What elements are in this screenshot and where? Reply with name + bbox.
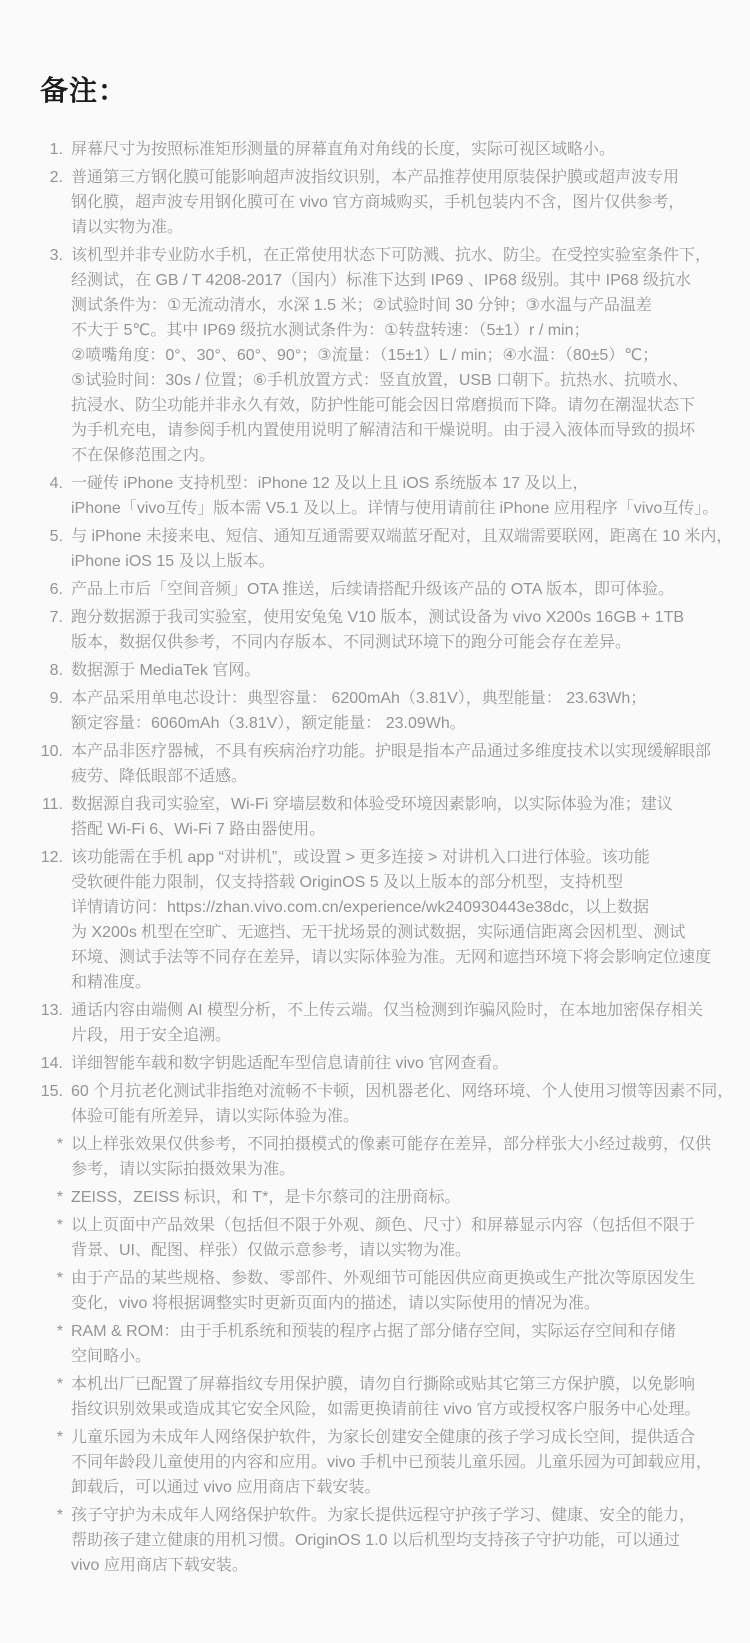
note-text-line: 不在保修范围之内。 [71, 447, 216, 464]
note-marker: 3. [49, 247, 63, 264]
note-text-line: 一碰传 iPhone 支持机型：iPhone 12 及以上且 iOS 系统版本 17 及以上， [71, 475, 589, 492]
note-text [71, 686, 646, 736]
note-item [0, 137, 750, 162]
note-text [71, 792, 673, 842]
note-text-line: 以上页面中产品效果（包括但不限于外观、颜色、尺寸）和屏幕显示内容（包括但不限于 [71, 1217, 696, 1234]
note-marker: 10. [40, 743, 63, 760]
note-item [0, 1425, 750, 1500]
note-text-line: 搭配 Wi-Fi 6、Wi-Fi 7 路由器使用。 [71, 821, 326, 838]
note-item [0, 1319, 750, 1369]
note-text [71, 1372, 700, 1422]
note-text-line: 体验可能有所差异，请以实际体验为准。 [71, 1108, 360, 1125]
note-text-line: 疲劳、降低眼部不适感。 [71, 768, 248, 785]
note-text-line: 本产品采用单电芯设计：典型容量： 6200mAh（3.81V），典型能量： 23.63Wh； [71, 690, 647, 707]
note-text [71, 739, 711, 789]
note-text-line: 变化，vivo 将根据调整实时更新页面内的描述，请以实际使用的情况为准。 [71, 1295, 600, 1312]
note-marker: * [56, 1429, 63, 1446]
note-text-line: 为手机充电，请参阅手机内置使用说明了解清洁和干燥说明。由于浸入液体而导致的损坏 [71, 422, 696, 439]
note-marker: * [56, 1376, 63, 1393]
note-marker: * [56, 1189, 63, 1206]
notes-list [0, 137, 750, 1581]
note-text [71, 1132, 711, 1182]
note-item [0, 658, 750, 683]
note-text [71, 137, 615, 162]
note-item [0, 165, 750, 240]
note-text-line: 跑分数据源于我司实验室，使用安兔兔 V10 版本，测试设备为 vivo X200s 16GB + 1TB [71, 609, 685, 626]
note-text-line: 由于产品的某些规格、参数、零部件、外观细节可能因供应商更换或生产批次等原因发生 [71, 1270, 696, 1287]
note-text-line: 版本，数据仅供参考，不同内存版本、不同测试环境下的跑分可能会存在差异。 [71, 634, 632, 651]
note-marker: * [56, 1270, 63, 1287]
note-text-line: 孩子守护为未成年人网络保护软件。为家长提供远程守护孩子学习、健康、安全的能力， [71, 1507, 696, 1524]
note-text-line: 为 X200s 机型在空旷、无遮挡、无干扰场景的测试数据，实际通信距离会因机型、测试 [71, 924, 686, 941]
note-item [0, 1185, 750, 1210]
note-item [0, 1079, 750, 1129]
note-item [0, 1503, 750, 1578]
note-text-line: 产品上市后「空间音频」OTA 推送，后续请搭配升级该产品的 OTA 版本，即可体验。 [71, 581, 674, 598]
note-item [0, 845, 750, 995]
note-text [71, 605, 684, 655]
note-text [71, 1266, 695, 1316]
note-text-line: 详细智能车载和数字钥匙适配车型信息请前往 vivo 官网查看。 [71, 1055, 509, 1072]
note-marker: 2. [49, 169, 63, 186]
note-marker: 7. [49, 609, 63, 626]
note-marker: 1. [49, 141, 63, 158]
note-text-line: 该功能需在手机 app “对讲机”，或设置 > 更多连接 > 对讲机入口进行体验。该功能 [71, 849, 650, 866]
note-text [71, 1051, 508, 1076]
note-marker: * [56, 1136, 63, 1153]
note-item [0, 739, 750, 789]
note-text-line: 数据源于 MediaTek 官网。 [71, 662, 261, 679]
note-text-line: 钢化膜，超声波专用钢化膜可在 vivo 官方商城购买，手机包装内不含，图片仅供参考， [71, 194, 685, 211]
note-text [71, 1213, 695, 1263]
note-text-line: 额定容量：6060mAh（3.81V），额定能量： 23.09Wh。 [71, 715, 466, 732]
note-text-line: 数据源自我司实验室，Wi-Fi 穿墙层数和体验受环境因素影响，以实际体验为准；建议 [71, 796, 673, 813]
note-text-line: 参考，请以实际拍摄效果为准。 [71, 1161, 296, 1178]
note-item [0, 1372, 750, 1422]
note-text-line: vivo 应用商店下载安装。 [71, 1557, 248, 1574]
note-text-line: ZEISS，ZEISS 标识，和 T*，是卡尔蔡司的注册商标。 [71, 1189, 461, 1206]
note-text-line: 儿童乐园为未成年人网络保护软件，为家长创建安全健康的孩子学习成长空间，提供适合 [71, 1429, 696, 1446]
note-text-line: 和精准度。 [71, 974, 152, 991]
note-text-line: 卸载后，可以通过 vivo 应用商店下载安装。 [71, 1479, 381, 1496]
note-text-line: 该机型并非专业防水手机，在正常使用状态下可防溅、抗水、防尘。在受控实验室条件下， [71, 247, 712, 264]
note-marker: 8. [49, 662, 63, 679]
note-text [71, 165, 684, 240]
note-item [0, 792, 750, 842]
note-text [71, 243, 711, 468]
note-text-line: 空间略小。 [71, 1348, 152, 1365]
note-text [71, 1185, 460, 1210]
note-text-line: 请以实物为准。 [71, 219, 184, 236]
note-text-line: 指纹识别效果或造成其它安全风险，如需更换请前往 vivo 官方或授权客户服务中心处理。 [71, 1401, 701, 1418]
page-title: 备注： [40, 75, 128, 106]
note-text [71, 471, 718, 521]
note-text-line: 环境、测试手法等不同存在差异，请以实际体验为准。无网和遮挡环境下将会影响定位速度 [71, 949, 712, 966]
note-text-line: 通话内容由端侧 AI 模型分析，不上传云端。仅当检测到诈骗风险时，在本地加密保存相关 [71, 1002, 704, 1019]
note-marker: * [56, 1507, 63, 1524]
note-text-line: 本产品非医疗器械，不具有疾病治疗功能。护眼是指本产品通过多维度技术以实现缓解眼部 [71, 743, 712, 760]
note-text-line: 与 iPhone 未接来电、短信、通知互通需要双端蓝牙配对，且双端需要联网，距离在 10 米内， [71, 528, 733, 545]
note-text-line: 受软硬件能力限制，仅支持搭载 OriginOS 5 及以上版本的部分机型，支持机型 [71, 874, 624, 891]
note-text [71, 845, 711, 995]
note-text-line: 60 个月抗老化测试非指绝对流畅不卡顿，因机器老化、网络环境、个人使用习惯等因素不同， [71, 1083, 734, 1100]
note-marker: 12. [40, 849, 63, 866]
note-text [71, 1503, 695, 1578]
note-marker: 14. [40, 1055, 63, 1072]
note-marker: 4. [49, 475, 63, 492]
note-item [0, 1266, 750, 1316]
note-text-line: 屏幕尺寸为按照标准矩形测量的屏幕直角对角线的长度，实际可视区域略小。 [71, 141, 616, 158]
note-text [71, 1319, 675, 1369]
note-text-line: 帮助孩子建立健康的用机习惯。OriginOS 1.0 以后机型均支持孩子守护功能，可以通过 [71, 1532, 680, 1549]
note-item [0, 1132, 750, 1182]
note-marker: 5. [49, 528, 63, 545]
note-text [71, 577, 674, 602]
note-text-line: 以上样张效果仅供参考，不同拍摄模式的像素可能存在差异，部分样张大小经过裁剪，仅供 [71, 1136, 712, 1153]
note-item [0, 686, 750, 736]
note-marker: 6. [49, 581, 63, 598]
note-marker: 13. [40, 1002, 63, 1019]
note-text-line: 详情请访问：https://zhan.vivo.com.cn/experience/wk240930443e38dc，以上数据 [71, 899, 650, 916]
note-text-line: 抗浸水、防尘功能并非永久有效，防护性能可能会因日常磨损而下降。请勿在潮湿状态下 [71, 397, 696, 414]
note-text-line: ②喷嘴角度：0°、30°、60°、90°；③流量：（15±1）L / min；④水温：（80±5）℃； [71, 347, 659, 364]
note-text [71, 524, 732, 574]
note-text [71, 998, 703, 1048]
note-item [0, 605, 750, 655]
note-text-line: ⑤试验时间：30s / 位置；⑥手机放置方式：竖直放置，USB 口朝下。抗热水、抗喷水、 [71, 372, 689, 389]
note-marker: * [56, 1323, 63, 1340]
note-marker: 9. [49, 690, 63, 707]
note-text-line: RAM & ROM：由于手机系统和预装的程序占据了部分储存空间，实际运存空间和存储 [71, 1323, 676, 1340]
note-marker: 11. [41, 796, 63, 813]
note-marker: 15. [40, 1083, 63, 1100]
note-item [0, 471, 750, 521]
note-text-line: 背景、UI、配图、样张）仅做示意参考，请以实物为准。 [71, 1242, 472, 1259]
note-text [71, 1079, 733, 1129]
note-text-line: 不大于 5℃。其中 IP69 级抗水测试条件为：①转盘转速：（5±1）r / min； [71, 322, 590, 339]
note-item [0, 1213, 750, 1263]
note-text-line: iPhone「vivo互传」版本需 V5.1 及以上。详情与使用请前往 iPhone 应用程序「vivo互传」。 [71, 500, 719, 517]
note-text-line: 测试条件为：①无流动清水，水深 1.5 米；②试验时间 30 分钟；③水温与产品温差 [71, 297, 652, 314]
note-item [0, 998, 750, 1048]
note-item [0, 524, 750, 574]
note-item [0, 577, 750, 602]
note-text-line: 普通第三方钢化膜可能影响超声波指纹识别，本产品推荐使用原装保护膜或超声波专用 [71, 169, 680, 186]
note-item [0, 243, 750, 468]
note-text-line: iPhone iOS 15 及以上版本。 [71, 553, 275, 570]
note-text-line: 本机出厂已配置了屏幕指纹专用保护膜，请勿自行撕除或贴其它第三方保护膜，以免影响 [71, 1376, 696, 1393]
note-text [71, 1425, 712, 1500]
note-item [0, 1051, 750, 1076]
note-text [71, 658, 260, 683]
note-text-line: 不同年龄段儿童使用的内容和应用。vivo 手机中已预装儿童乐园。儿童乐园为可卸载应用， [71, 1454, 712, 1471]
note-text-line: 片段，用于安全追溯。 [71, 1027, 232, 1044]
note-text-line: 经测试，在 GB / T 4208-2017（国内）标准下达到 IP69 、IP68 级别。其中 IP68 级抗水 [71, 272, 692, 289]
note-marker: * [56, 1217, 63, 1234]
